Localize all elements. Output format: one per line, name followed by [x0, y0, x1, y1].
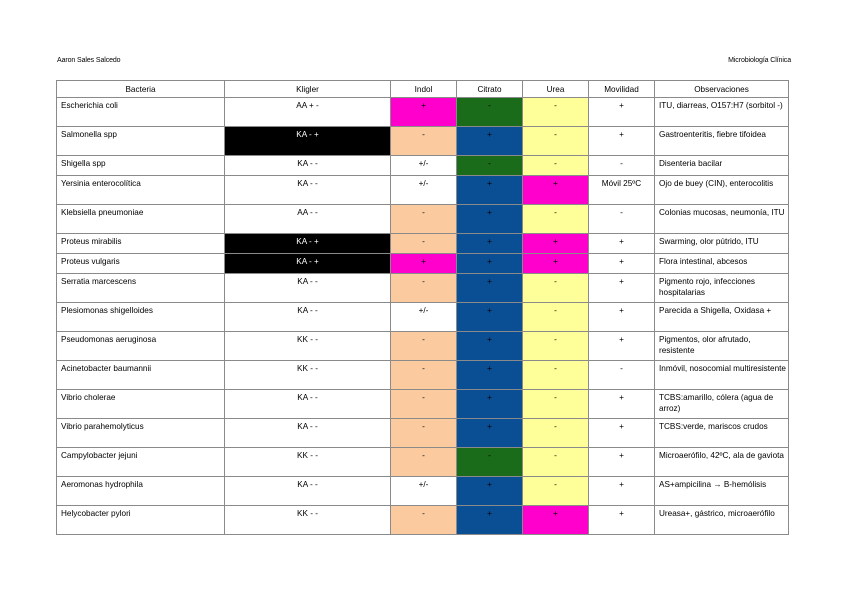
citrato-cell: +	[457, 332, 523, 361]
table-row	[57, 448, 789, 477]
indol-cell: +/-	[391, 477, 457, 506]
kligler-cell: KA - +	[225, 127, 391, 156]
citrato-cell: +	[457, 390, 523, 419]
kligler-cell: KK - -	[225, 361, 391, 390]
observaciones-cell: Microaerófilo, 42ºC, ala de gaviota	[655, 448, 789, 477]
bacteria-cell: Shigella spp	[57, 156, 225, 176]
observaciones-cell: Swarming, olor pútrido, ITU	[655, 234, 789, 254]
movilidad-cell: -	[589, 205, 655, 234]
observaciones-cell: Flora intestinal, abcesos	[655, 254, 789, 274]
movilidad-cell: +	[589, 274, 655, 303]
bacteria-table	[56, 80, 789, 535]
movilidad-cell: +	[589, 254, 655, 274]
indol-cell: -	[391, 506, 457, 535]
indol-cell: -	[391, 274, 457, 303]
header-indol: Indol	[391, 81, 457, 98]
citrato-cell: +	[457, 477, 523, 506]
table-row	[57, 127, 789, 156]
urea-cell: +	[523, 254, 589, 274]
movilidad-cell: +	[589, 98, 655, 127]
indol-cell: +/-	[391, 156, 457, 176]
movilidad-cell: Móvil 25ºC	[589, 176, 655, 205]
urea-cell: +	[523, 176, 589, 205]
citrato-cell: +	[457, 419, 523, 448]
table-row	[57, 274, 789, 303]
kligler-cell: KA - -	[225, 390, 391, 419]
urea-cell: -	[523, 477, 589, 506]
urea-cell: -	[523, 156, 589, 176]
observaciones-cell: Ojo de buey (CIN), enterocolitis	[655, 176, 789, 205]
table-row	[57, 506, 789, 535]
header-citrato: Citrato	[457, 81, 523, 98]
movilidad-cell: +	[589, 127, 655, 156]
urea-cell: -	[523, 419, 589, 448]
citrato-cell: +	[457, 176, 523, 205]
table-row	[57, 332, 789, 361]
bacteria-cell: Klebsiella pneumoniae	[57, 205, 225, 234]
urea-cell: -	[523, 98, 589, 127]
indol-cell: -	[391, 390, 457, 419]
table-row	[57, 98, 789, 127]
kligler-cell: KA - -	[225, 303, 391, 332]
indol-cell: -	[391, 332, 457, 361]
bacteria-cell: Vibrio cholerae	[57, 390, 225, 419]
observaciones-cell: Parecida a Shigella, Oxidasa +	[655, 303, 789, 332]
kligler-cell: KK - -	[225, 332, 391, 361]
observaciones-cell: Inmóvil, nosocomial multiresistente	[655, 361, 789, 390]
document-subject: Microbiología Clínica	[728, 57, 791, 64]
header-movilidad: Movilidad	[589, 81, 655, 98]
indol-cell: -	[391, 234, 457, 254]
citrato-cell: +	[457, 254, 523, 274]
movilidad-cell: +	[589, 390, 655, 419]
citrato-cell: +	[457, 303, 523, 332]
header-bacteria: Bacteria	[57, 81, 225, 98]
movilidad-cell: +	[589, 448, 655, 477]
indol-cell: -	[391, 205, 457, 234]
citrato-cell: +	[457, 234, 523, 254]
table-row	[57, 205, 789, 234]
table-row	[57, 254, 789, 274]
kligler-cell: AA - -	[225, 205, 391, 234]
bacteria-cell: Proteus vulgaris	[57, 254, 225, 274]
bacteria-cell: Acinetobacter baumannii	[57, 361, 225, 390]
kligler-cell: KA - -	[225, 419, 391, 448]
table-row	[57, 361, 789, 390]
bacteria-cell: Serratia marcescens	[57, 274, 225, 303]
indol-cell: +	[391, 254, 457, 274]
movilidad-cell: +	[589, 419, 655, 448]
bacteria-cell: Escherichia coli	[57, 98, 225, 127]
table-row	[57, 419, 789, 448]
urea-cell: -	[523, 127, 589, 156]
urea-cell: -	[523, 390, 589, 419]
observaciones-cell: Gastroenteritis, fiebre tifoidea	[655, 127, 789, 156]
citrato-cell: +	[457, 127, 523, 156]
citrato-cell: +	[457, 205, 523, 234]
indol-cell: +/-	[391, 176, 457, 205]
kligler-cell: KA - -	[225, 156, 391, 176]
table-header-row	[57, 81, 789, 98]
observaciones-cell: TCBS:verde, mariscos crudos	[655, 419, 789, 448]
kligler-cell: KA - +	[225, 254, 391, 274]
indol-cell: -	[391, 127, 457, 156]
bacteria-cell: Campylobacter jejuni	[57, 448, 225, 477]
header-observaciones: Observaciones	[655, 81, 789, 98]
movilidad-cell: +	[589, 332, 655, 361]
urea-cell: -	[523, 303, 589, 332]
kligler-cell: KA - -	[225, 477, 391, 506]
observaciones-cell: Disenteria bacilar	[655, 156, 789, 176]
indol-cell: +/-	[391, 303, 457, 332]
bacteria-cell: Yersinia enterocolítica	[57, 176, 225, 205]
urea-cell: -	[523, 361, 589, 390]
urea-cell: -	[523, 332, 589, 361]
citrato-cell: -	[457, 448, 523, 477]
observaciones-cell: Pigmentos, olor afrutado, resistente	[655, 332, 789, 361]
table-row	[57, 390, 789, 419]
observaciones-cell: ITU, diarreas, O157:H7 (sorbitol -)	[655, 98, 789, 127]
kligler-cell: AA + -	[225, 98, 391, 127]
urea-cell: +	[523, 506, 589, 535]
kligler-cell: KA - -	[225, 176, 391, 205]
citrato-cell: +	[457, 274, 523, 303]
kligler-cell: KK - -	[225, 506, 391, 535]
author-name: Aaron Sales Salcedo	[57, 57, 121, 64]
bacteria-cell: Helycobacter pylori	[57, 506, 225, 535]
citrato-cell: +	[457, 361, 523, 390]
urea-cell: -	[523, 274, 589, 303]
citrato-cell: -	[457, 98, 523, 127]
table-row	[57, 477, 789, 506]
observaciones-cell: TCBS:amarillo, cólera (agua de arroz)	[655, 390, 789, 419]
bacteria-cell: Aeromonas hydrophila	[57, 477, 225, 506]
observaciones-cell: Colonias mucosas, neumonía, ITU	[655, 205, 789, 234]
movilidad-cell: +	[589, 477, 655, 506]
kligler-cell: KK - -	[225, 448, 391, 477]
header-urea: Urea	[523, 81, 589, 98]
table-row	[57, 303, 789, 332]
observaciones-cell: Ureasa+, gástrico, microaerófilo	[655, 506, 789, 535]
urea-cell: -	[523, 448, 589, 477]
observaciones-cell: Pigmento rojo, infecciones hospitalarias	[655, 274, 789, 303]
urea-cell: +	[523, 234, 589, 254]
urea-cell: -	[523, 205, 589, 234]
observaciones-cell: AS+ampicilina → B-hemólisis	[655, 477, 789, 506]
movilidad-cell: -	[589, 361, 655, 390]
movilidad-cell: +	[589, 506, 655, 535]
bacteria-cell: Pseudomonas aeruginosa	[57, 332, 225, 361]
indol-cell: -	[391, 448, 457, 477]
bacteria-cell: Plesiomonas shigelloides	[57, 303, 225, 332]
movilidad-cell: -	[589, 156, 655, 176]
citrato-cell: -	[457, 156, 523, 176]
bacteria-cell: Vibrio parahemolyticus	[57, 419, 225, 448]
table-row	[57, 234, 789, 254]
indol-cell: -	[391, 361, 457, 390]
movilidad-cell: +	[589, 234, 655, 254]
table-row	[57, 176, 789, 205]
bacteria-cell: Salmonella spp	[57, 127, 225, 156]
indol-cell: +	[391, 98, 457, 127]
movilidad-cell: +	[589, 303, 655, 332]
citrato-cell: +	[457, 506, 523, 535]
header-kligler: Kligler	[225, 81, 391, 98]
kligler-cell: KA - +	[225, 234, 391, 254]
kligler-cell: KA - -	[225, 274, 391, 303]
table-row	[57, 156, 789, 176]
indol-cell: -	[391, 419, 457, 448]
bacteria-cell: Proteus mirabilis	[57, 234, 225, 254]
